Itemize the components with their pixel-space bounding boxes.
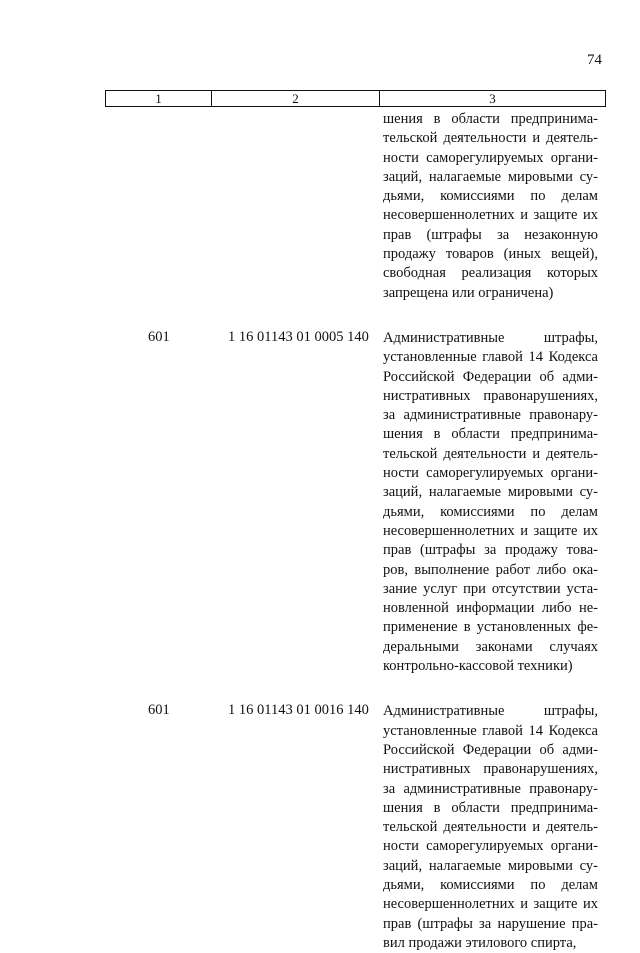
- admin-code: 601: [148, 702, 170, 719]
- description-line: дьями, комиссиями по делам: [383, 188, 598, 205]
- admin-code: 601: [148, 328, 170, 345]
- header-col-1: 1: [106, 91, 212, 107]
- budget-classification-code: 1 16 01143 01 0005 140: [228, 328, 369, 345]
- description-line: заций, налагаемые мировыми су-: [383, 168, 598, 185]
- row-gap: [0, 303, 640, 329]
- description-line: свободная реализация которых: [383, 265, 598, 282]
- description-line: ности саморегулируемых органи-: [383, 465, 598, 482]
- description-line: нистративных правонарушениях,: [383, 761, 598, 778]
- table-row: [0, 702, 640, 953]
- description-line: запрещена или ограничена): [383, 284, 554, 301]
- description-line: применение в установленных фе-: [383, 619, 598, 636]
- description-line: дьями, комиссиями по делам: [383, 503, 598, 520]
- description-line: тельской деятельности и деятель-: [383, 445, 598, 462]
- description-line: ности саморегулируемых органи-: [383, 838, 598, 855]
- description-line: заций, налагаемые мировыми су-: [383, 857, 598, 874]
- description-line: Российской Федерации об адми-: [383, 368, 598, 385]
- description-line: установленные главой 14 Кодекса: [383, 349, 598, 366]
- header-col-2: 2: [212, 91, 380, 107]
- table-row: [0, 110, 640, 303]
- description-line: тельской деятельности и деятель-: [383, 130, 598, 147]
- description-line: Российской Федерации об адми-: [383, 741, 598, 758]
- header-col-3: 3: [380, 91, 606, 107]
- description-line: зание услуг при отсутствии уста-: [383, 580, 598, 597]
- description-line: продажу товаров (иных вещей),: [383, 246, 598, 263]
- description-line: за административные правонару-: [383, 407, 598, 424]
- budget-classification-code: 1 16 01143 01 0016 140: [228, 702, 369, 719]
- income-description: [383, 110, 598, 303]
- description-line: прав (штрафы за продажу това-: [383, 542, 598, 559]
- table-row: [0, 329, 640, 676]
- description-line: установленные главой 14 Кодекса: [383, 722, 598, 739]
- description-line: ров, выполнение работ либо ока-: [383, 561, 598, 578]
- description-line: нистративных правонарушениях,: [383, 387, 598, 404]
- table-body: [0, 110, 640, 953]
- description-line: вил продажи этилового спирта,: [383, 934, 577, 951]
- description-line: несовершеннолетних и защите их: [383, 522, 598, 539]
- description-line: ности саморегулируемых органи-: [383, 149, 598, 166]
- description-line: прав (штрафы за нарушение пра-: [383, 915, 598, 932]
- row-gap: [0, 676, 640, 702]
- description-line: тельской деятельности и деятель-: [383, 819, 598, 836]
- description-line: дьями, комиссиями по делам: [383, 876, 598, 893]
- description-line: Административные штрафы,: [383, 329, 598, 346]
- description-line: несовершеннолетних и защите их: [383, 896, 598, 913]
- description-line: Административные штрафы,: [383, 703, 598, 720]
- description-line: за административные правонару-: [383, 780, 598, 797]
- description-line: прав (штрафы за незаконную: [383, 226, 598, 243]
- description-line: шения в области предпринима-: [383, 799, 598, 816]
- description-line: заций, налагаемые мировыми су-: [383, 484, 598, 501]
- income-description: [383, 702, 598, 953]
- description-line: контрольно-кассовой техники): [383, 658, 573, 675]
- table-header: [105, 90, 606, 107]
- description-line: несовершеннолетних и защите их: [383, 207, 598, 224]
- income-description: [383, 329, 598, 676]
- description-line: деральными законами случаях: [383, 638, 598, 655]
- description-line: новленной информации либо не-: [383, 600, 598, 617]
- description-line: шения в области предпринима-: [383, 426, 598, 443]
- description-line: шения в области предпринима-: [383, 111, 598, 127]
- page-number: 74: [587, 52, 602, 68]
